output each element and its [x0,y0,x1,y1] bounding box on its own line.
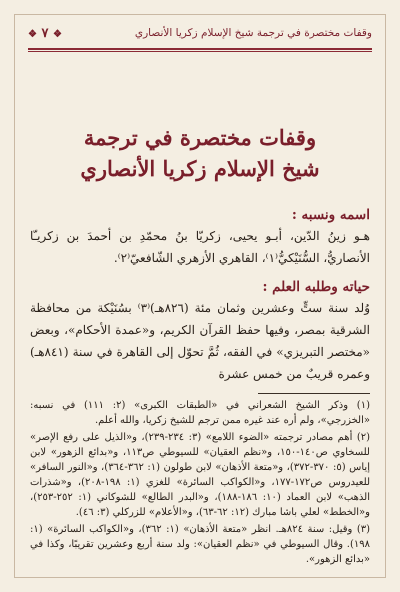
header-rule [28,48,372,50]
page-number [28,26,62,41]
running-header-title: وقفات مختصرة في ترجمة شيخ الإسلام زكريا الأنصاري [134,27,372,39]
footnote-1: (١) وذكر الشيخ الشعراني في «الطبقات الكبرى» (٢: ١١١) في نسبه: «الخزرجي»، ولم أره عند غيره ممن ترجم للشيخ زكريا، والله أعلم. [30,399,370,426]
header-rule-thin [28,51,372,52]
chapter-title-line1: وقفات مختصرة في ترجمة [83,125,317,150]
ornament-icon: ❖ [28,28,37,40]
footnote-separator [258,393,370,394]
page-content [30,58,370,574]
paragraph-life: وُلد سنة ستٍّ وعشرين وثمان مئة (٨٢٦هـ)⁽٣⁾ بسُنَيْكة من محافظة الشرقية بمصر، وفيها حفظ القرآن الكريم، و«عمدة الأحكام»، وبعض «مختصر التبريزي» في الفقه، ثُمَّ تحوّل إلى القاهرة في سنة (٨٤١هـ) وعمره قريبٌ من خمس عشرة [30,300,370,381]
section-heading-life: حياته وطلبه العلم : [262,278,370,295]
ornament-icon: ❖ [53,28,62,40]
footnote-2: (٢) أهم مصادر ترجمته «الضوء اللامع» (٣: ٢٣٤-٢٣٩)، و«الذيل على رفع الإصر» للسخاوي ص١٤٠-١٥٠، و«نظم العقيان» للسيوطي ص١١٣، و«بدائع الزهور» لابن إياس (٥: ٣٧٠-٣٧٢)، و«متعة الأذهان» لابن طولون (١: ٣٦٢-٣٦٤)، و«النور السافر» للعيدروس ص١٧٢-١٧٧، و«الكواكب السائرة» للغزي (١: ١٩٨-٢٠٨)، و«شذرات الذهب» لابن العماد (١٠: ١٨٦-١٨٨)، و«البدر الطالع» للشوكاني (١: ٢٥٢-٢٥٣)، و«الخطط» لعلي باشا مبارك (١٢: ٦٢-٦٣)، و«الأعلام» للزركلي (٣: ٤٦). [30,431,371,518]
chapter-title-line2: شيخ الإسلام زكريا الأنصاري [80,156,320,182]
footnote-3: (٣) وقيل: سنة ٨٢٤هـ. انظر «متعة الأذهان» (١: ٣٦٢)، و«الكواكب السائرة» (١: ١٩٨). وقال السيوطي في «نظم العقيان»: ولد سنة أربع وعشرين تقريبًا، وكذا في «بدائع الزهور». [30,523,370,565]
section-heading-name: اسمه ونسبه : [291,206,370,223]
paragraph-name: هـو زينُ الدّين، أبـو يحيى، زكريّا بنُ محمّدِ بن أحمدَ بن زكريـّا الأنصاريُّ، السُّنَيْكيُّ⁽١⁾، القاهري الأزهري الشّافعيّ⁽٢⁾. [30,228,370,265]
running-header [28,20,372,46]
page-number-value: ٧ [41,25,49,41]
